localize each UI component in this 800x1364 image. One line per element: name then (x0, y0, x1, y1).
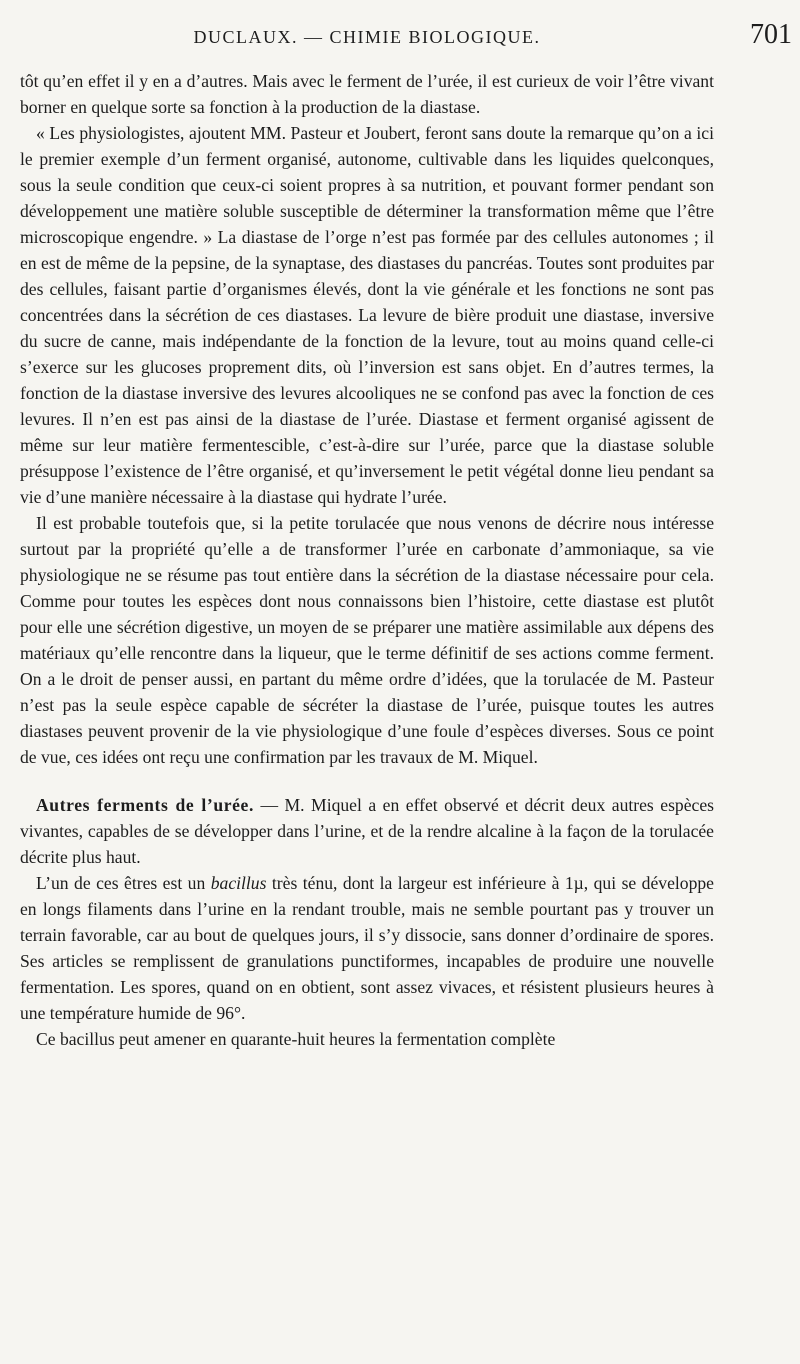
paragraph-6: Ce bacillus peut amener en quarante-huit heures la fermentation complète (36, 1029, 556, 1049)
paragraph-3: Il est probable toutefois que, si la petite torulacée que nous venons de décrire nous intéresse surtout par la propriété qu’elle a de transformer l’urée en carbonate d’ammoniaque, sa vie physiologique ne se résume pas tout entière dans la sécrétion de la diastase nécessaire pour cela. Comme pour toutes les espèces dont nous connaissons bien l’histoire, cette diastase est plutôt pour elle une sécrétion digestive, un moyen de se préparer une matière assimilable aux dépens des matériaux qu’elle rencontre dans la liqueur, que le terme définitif de ses actions comme ferment. On a le droit de penser aussi, en partant du même ordre d’idées, que la torulacée de M. Pasteur n’est pas la seule espèce capable de sécréter la diastase de l’urée, puisque toutes les autres diastases peuvent provenir de la vie physiologique d’une foule d’espèces diverses. Sous ce point de vue, ces idées ont reçu une confirmation par les travaux de M. Miquel. (20, 513, 714, 767)
section-paragraph (20, 792, 714, 870)
section-title: Autres ferments de l’urée. (36, 795, 254, 815)
paragraph-5-rest: très ténu, dont la largeur est inférieure à 1µ, qui se développe en longs filaments dans l’urine en la rendant trouble, mais ne semble pourtant pas y trouver un terrain favorable, car au bout de quelques jours, il s’y dissocie, sans donner d’ordinaire de spores. Ses articles se remplissent de granulations punctiformes, incapables de produire une nouvelle fermentation. Les spores, quand on en obtient, sont assez vivaces, et résistent plusieurs heures à une température humide de 96°. (20, 873, 714, 1023)
body-text (20, 68, 714, 1052)
page-bottom-fade (0, 1350, 800, 1364)
italic-term: bacillus (210, 873, 267, 893)
paragraph-2: « Les physiologistes, ajoutent MM. Pasteur et Joubert, feront sans doute la remarque qu’on a ici le premier exemple d’un ferment organisé, autonome, cultivable dans les liquides quelconques, sous la seule condition que ceux-ci soient propres à sa nutrition, et pouvant former pendant son développement une matière soluble susceptible de déterminer la transformation même que l’être microscopique engendre. » La diastase de l’orge n’est pas formée par des cellules autonomes ; il en est de même de la pepsine, de la synaptase, des diastases du pancréas. Toutes sont produites par des cellules, faisant partie d’organismes élevés, dont la vie générale et les fonctions ne sont pas concentrées dans la sécrétion de ces diastases. La levure de bière produit une diastase, inversive du sucre de canne, mais indépendante de la fonction de la levure, tout au moins quand celle-ci s’exerce sur les glucoses proprement dits, où l’inversion est sans objet. En d’autres termes, la fonction de la diastase inversive des levures alcooliques ne se confond pas avec la fonction de ces levures. Il n’en est pas ainsi de la diastase de l’urée. Diastase et ferment organisé agissent de même sur leur matière fermentescible, c’est-à-dire sur l’urée, parce que la diastase soluble présuppose l’existence de l’être organisé, et qu’inversement le petit végétal donne lieu pendant sa vie d’une manière nécessaire à la diastase qui hydrate l’urée. (20, 123, 714, 507)
page-number: 701 (750, 19, 792, 50)
running-head (20, 18, 792, 50)
paragraph-1: tôt qu’en effet il y en a d’autres. Mais avec le ferment de l’urée, il est curieux de voir l’être vivant borner en quelque sorte sa fonction à la production de la diastase. (20, 71, 714, 117)
running-title: DUCLAUX. — CHIMIE BIOLOGIQUE. (193, 27, 541, 47)
paragraph-5 (20, 870, 714, 1026)
paragraph-5-lead: L’un de ces êtres est un (36, 873, 211, 893)
section-paragraph-text: — M. Miquel a en effet observé et décrit deux autres espèces vivantes, capables de se développer dans l’urine, et de la rendre alcaline à la façon de la torulacée décrite plus haut. (20, 795, 714, 867)
